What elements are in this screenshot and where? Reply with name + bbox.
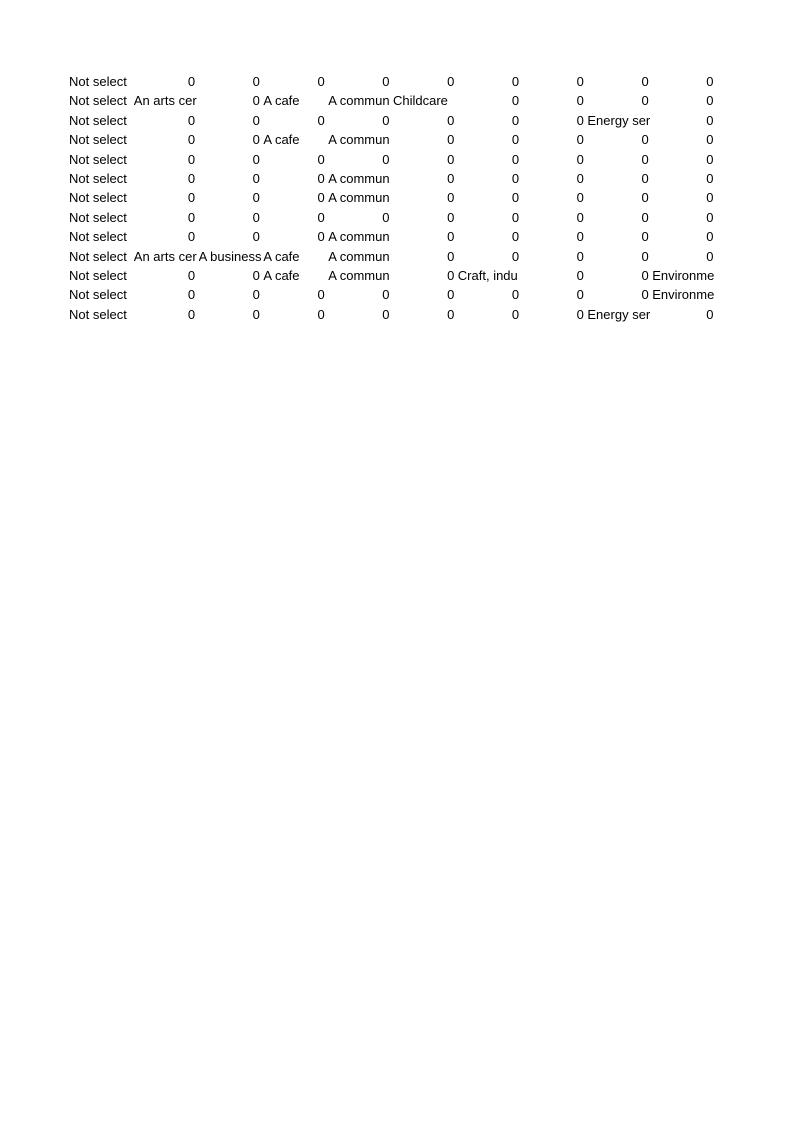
table-cell: Craft, indu (457, 267, 518, 283)
table-cell: 0 (641, 209, 649, 225)
table-row (69, 150, 729, 169)
table-cell: A cafe (263, 248, 300, 264)
table-cell: 0 (706, 229, 714, 245)
table-cell: 0 (511, 287, 520, 303)
table-cell: Not select (69, 267, 127, 283)
table-cell: Not select (69, 229, 127, 245)
spreadsheet-table (69, 72, 729, 324)
table-cell: 0 (706, 93, 714, 109)
table-cell: A commun (328, 229, 390, 245)
table-cell: 0 (641, 170, 649, 186)
table-cell: 0 (187, 287, 196, 303)
table-cell: 0 (252, 306, 260, 322)
table-cell: Not select (69, 132, 127, 148)
table-row (69, 188, 729, 207)
table-cell: 0 (511, 132, 520, 148)
table-cell: 0 (447, 306, 455, 322)
table-cell: 0 (641, 190, 649, 206)
table-cell: 0 (447, 151, 455, 167)
table-cell: 0 (447, 190, 455, 206)
table-cell: 0 (252, 190, 260, 206)
table-row (69, 285, 729, 304)
table-cell: 0 (641, 151, 649, 167)
table-cell: 0 (447, 74, 455, 89)
table-cell: 0 (511, 93, 520, 109)
table-cell: 0 (576, 267, 584, 283)
table-row (69, 169, 729, 188)
table-cell: 0 (447, 112, 455, 128)
table-cell: 0 (447, 267, 455, 283)
table-cell: 0 (382, 209, 390, 225)
table-cell: 0 (187, 229, 196, 245)
table-cell: 0 (576, 229, 584, 245)
table-cell: 0 (576, 248, 584, 264)
table-cell: 0 (706, 132, 714, 148)
table-cell: A commun (328, 170, 390, 186)
table-cell: 0 (706, 248, 714, 264)
table-cell: 0 (317, 306, 325, 322)
table-cell: 0 (511, 151, 520, 167)
table-cell: 0 (382, 306, 390, 322)
table-cell: An arts cer (133, 93, 197, 109)
table-cell: 0 (641, 74, 649, 89)
table-cell: Not select (69, 306, 127, 322)
table-cell: A commun (328, 248, 390, 264)
table-cell: 0 (576, 93, 584, 109)
table-cell: A commun (328, 132, 390, 148)
table-cell: Not select (69, 287, 127, 303)
table-cell: 0 (382, 74, 390, 89)
table-cell: 0 (447, 229, 455, 245)
table-cell: 0 (641, 229, 649, 245)
table-cell: Childcare (393, 93, 448, 109)
table-row (69, 72, 729, 91)
table-cell: 0 (706, 209, 714, 225)
table-cell: 0 (447, 287, 455, 303)
table-cell: 0 (187, 112, 196, 128)
table-cell: 0 (511, 74, 520, 89)
table-cell: 0 (317, 209, 325, 225)
table-cell: 0 (187, 74, 196, 89)
table-cell: 0 (576, 132, 584, 148)
table-cell: Not select (69, 74, 127, 89)
table-cell: 0 (641, 287, 649, 303)
table-cell: 0 (382, 287, 390, 303)
table-cell: Not select (69, 112, 127, 128)
table-cell: 0 (576, 190, 584, 206)
table-cell: Not select (69, 190, 127, 206)
table-cell: 0 (447, 248, 455, 264)
table-cell: 0 (576, 74, 584, 89)
table-row (69, 111, 729, 130)
table-cell: 0 (447, 170, 455, 186)
table-cell: A cafe (263, 132, 300, 148)
table-row (69, 247, 729, 266)
table-cell: Environme (652, 267, 715, 283)
table-cell: 0 (511, 306, 520, 322)
table-row (69, 227, 729, 246)
table-cell: 0 (706, 170, 714, 186)
table-cell: 0 (576, 287, 584, 303)
table-cell: 0 (252, 287, 260, 303)
table-cell: 0 (187, 267, 196, 283)
table-cell: 0 (187, 306, 196, 322)
table-cell: 0 (252, 209, 260, 225)
table-row (69, 130, 729, 149)
table-cell: A cafe (263, 267, 300, 283)
table-cell: Not select (69, 248, 127, 264)
table-cell: 0 (576, 112, 584, 128)
table-cell: 0 (317, 170, 325, 186)
table-cell: 0 (317, 287, 325, 303)
table-cell: Energy ser (587, 112, 651, 128)
table-cell: 0 (511, 209, 520, 225)
table-cell: Energy ser (587, 306, 651, 322)
table-cell: 0 (187, 170, 196, 186)
table-cell: 0 (511, 248, 520, 264)
table-cell: 0 (706, 74, 714, 89)
table-cell: 0 (641, 93, 649, 109)
table-cell: Not select (69, 93, 127, 109)
table-cell: A business (198, 248, 262, 264)
table-cell: 0 (252, 132, 260, 148)
table-cell: 0 (252, 74, 260, 89)
table-cell: 0 (252, 151, 260, 167)
table-cell: 0 (576, 209, 584, 225)
table-cell: 0 (317, 151, 325, 167)
table-cell: 0 (511, 170, 520, 186)
table-cell: 0 (576, 306, 584, 322)
table-cell: 0 (641, 267, 649, 283)
table-cell: 0 (252, 267, 260, 283)
table-cell: 0 (252, 170, 260, 186)
table-cell: 0 (511, 229, 520, 245)
table-row (69, 91, 729, 110)
table-cell: 0 (641, 248, 649, 264)
table-row (69, 208, 729, 227)
table-cell: 0 (706, 151, 714, 167)
table-cell: A cafe (263, 93, 300, 109)
table-cell: 0 (317, 190, 325, 206)
table-cell: 0 (187, 190, 196, 206)
table-cell: 0 (511, 112, 520, 128)
table-cell: An arts cer (133, 248, 197, 264)
table-cell: A commun (328, 190, 390, 206)
table-cell: 0 (382, 151, 390, 167)
table-cell: 0 (706, 190, 714, 206)
table-cell: 0 (576, 151, 584, 167)
table-cell: 0 (187, 151, 196, 167)
table-cell: 0 (511, 190, 520, 206)
table-cell: 0 (641, 132, 649, 148)
table-cell: Not select (69, 170, 127, 186)
table-cell: 0 (576, 170, 584, 186)
table-cell: 0 (317, 74, 325, 89)
table-cell: 0 (447, 132, 455, 148)
table-cell: Environme (652, 287, 715, 303)
table-cell: 0 (252, 229, 260, 245)
table-row (69, 266, 729, 285)
table-cell: Not select (69, 151, 127, 167)
table-cell: 0 (447, 209, 455, 225)
table-cell: A commun (328, 93, 390, 109)
table-cell: Not select (69, 209, 127, 225)
table-cell: 0 (317, 229, 325, 245)
table-cell: 0 (706, 306, 714, 322)
table-cell: 0 (252, 93, 260, 109)
table-cell: 0 (187, 209, 196, 225)
table-cell: 0 (382, 112, 390, 128)
table-cell: 0 (706, 112, 714, 128)
table-row (69, 305, 729, 324)
table-cell: 0 (252, 112, 260, 128)
table-cell: A commun (328, 267, 390, 283)
table-cell: 0 (187, 132, 196, 148)
table-cell: 0 (317, 112, 325, 128)
